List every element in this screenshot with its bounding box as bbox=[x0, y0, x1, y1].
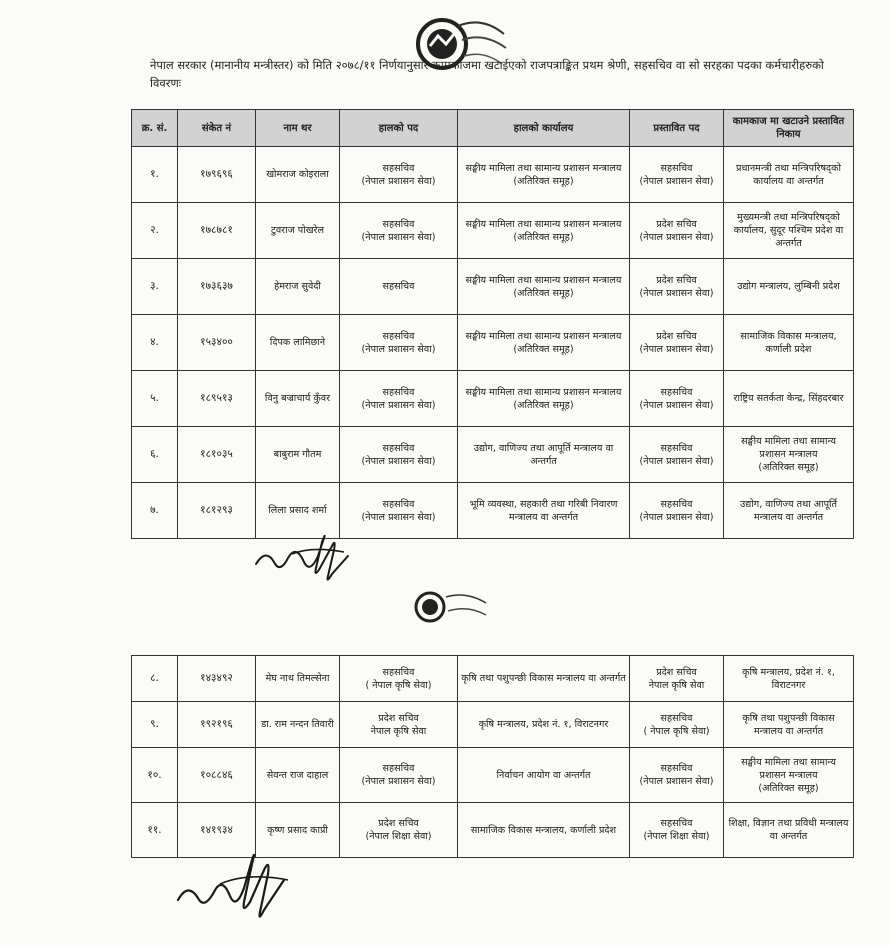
current-post: सहसचिव bbox=[382, 442, 415, 454]
proposed-post-cell bbox=[630, 748, 724, 803]
current-office-note: (अतिरिक्त समूह) bbox=[513, 399, 574, 411]
code-cell bbox=[178, 147, 256, 203]
serial-number: ८. bbox=[150, 672, 159, 684]
employee-name: डा. राम नन्दन तिवारी bbox=[261, 719, 334, 730]
current-service: (नेपाल प्रशासन सेवा) bbox=[361, 511, 436, 523]
code-number: १५३४०० bbox=[200, 336, 233, 348]
current-office-cell bbox=[458, 427, 630, 483]
current-post-cell bbox=[340, 748, 458, 803]
current-service: (नेपाल प्रशासन सेवा) bbox=[361, 343, 436, 355]
current-post: सहसचिव bbox=[382, 498, 415, 510]
proposed-body: सङ्घीय मामिला तथा सामान्य प्रशासन मन्त्रालय bbox=[741, 436, 836, 460]
header-proposed-body: कामकाज मा खटाउने प्रस्तावित निकाय bbox=[724, 110, 854, 147]
current-service: (नेपाल प्रशासन सेवा) bbox=[361, 231, 436, 243]
current-post: सहसचिव bbox=[382, 162, 415, 174]
name-cell bbox=[256, 315, 340, 371]
code-cell bbox=[178, 315, 256, 371]
serial-number: ४. bbox=[150, 336, 159, 348]
proposed-service: (नेपाल प्रशासन सेवा) bbox=[639, 231, 714, 243]
current-office-cell bbox=[458, 147, 630, 203]
current-office: कृषि तथा पशुपन्छी विकास मन्त्रालय वा अन्तर्गत bbox=[461, 673, 626, 684]
table-row bbox=[132, 147, 854, 203]
signature-1 bbox=[252, 528, 362, 594]
current-office: सङ्घीय मामिला तथा सामान्य प्रशासन मन्त्रालय bbox=[465, 162, 622, 174]
employee-name: खोमराज कोइराला bbox=[266, 169, 329, 180]
current-post: सहसचिव bbox=[382, 763, 415, 774]
current-office-note: (अतिरिक्त समूह) bbox=[513, 175, 574, 187]
proposed-post: सहसचिव bbox=[660, 498, 693, 510]
proposed-service: ( नेपाल कृषि सेवा) bbox=[643, 725, 710, 737]
serial-number: ३. bbox=[150, 280, 159, 292]
serial-number: ७. bbox=[150, 504, 159, 516]
officers-table-2 bbox=[131, 655, 854, 858]
current-post-cell bbox=[340, 702, 458, 748]
serial-cell bbox=[132, 315, 178, 371]
proposed-post-cell bbox=[630, 315, 724, 371]
employee-name: हेमराज सुवेदी bbox=[274, 281, 321, 292]
government-seal-bottom bbox=[410, 585, 490, 631]
proposed-body: मुख्यमन्त्री तथा मन्त्रिपरिषद्को कार्यालय, सुदूर पश्चिम प्रदेश वा अन्तर्गत bbox=[733, 212, 844, 249]
current-service: (नेपाल प्रशासन सेवा) bbox=[361, 175, 436, 187]
current-office-cell bbox=[458, 656, 630, 702]
current-office: सङ्घीय मामिला तथा सामान्य प्रशासन मन्त्रालय bbox=[465, 274, 622, 286]
table-row bbox=[132, 748, 854, 803]
code-cell bbox=[178, 371, 256, 427]
current-post: सहसचिव bbox=[382, 218, 415, 230]
code-number: १७९६९६ bbox=[200, 168, 233, 180]
serial-number: १. bbox=[150, 168, 159, 180]
proposed-service: (नेपाल प्रशासन सेवा) bbox=[639, 287, 714, 299]
current-post: प्रदेश सचिव bbox=[378, 712, 419, 724]
serial-cell bbox=[132, 702, 178, 748]
name-cell bbox=[256, 259, 340, 315]
table-row bbox=[132, 259, 854, 315]
serial-cell bbox=[132, 748, 178, 803]
current-service: नेपाल कृषि सेवा bbox=[370, 725, 427, 737]
document-intro: नेपाल सरकार (मानानीय मन्त्रीस्तर) को मिति २०७८/११ निर्णयानुसार कामकाजमा खटाईएको राजपत्राङ्कित प्रथम श्रेणी, सहसचिव वा सो सरहका पदका कर्मचारीहरुको विवरणः bbox=[150, 58, 824, 90]
header-current-post: हालको पद bbox=[340, 110, 458, 147]
code-cell bbox=[178, 702, 256, 748]
proposed-post-cell bbox=[630, 203, 724, 259]
code-cell bbox=[178, 483, 256, 539]
code-number: १९२१९६ bbox=[200, 718, 233, 730]
proposed-post-cell bbox=[630, 803, 724, 858]
current-office: निर्वाचन आयोग वा अन्तर्गत bbox=[496, 769, 591, 781]
current-office: सामाजिक विकास मन्त्रालय, कर्णाली प्रदेश bbox=[470, 824, 617, 836]
current-office-cell bbox=[458, 259, 630, 315]
current-service: (नेपाल प्रशासन सेवा) bbox=[361, 455, 436, 467]
name-cell bbox=[256, 427, 340, 483]
proposed-body: शिक्षा, विज्ञान तथा प्रविधी मन्त्रालय वा अन्तर्गत bbox=[728, 818, 849, 842]
employee-name: कृष्ण प्रसाद काप्री bbox=[267, 824, 328, 836]
current-post: प्रदेश सचिव bbox=[378, 818, 419, 829]
proposed-body: कृषि मन्त्रालय, प्रदेश नं. १, विराटनगर bbox=[742, 666, 835, 691]
table-row bbox=[132, 427, 854, 483]
proposed-post-cell bbox=[630, 702, 724, 748]
proposed-post: सहसचिव bbox=[660, 442, 693, 454]
header-code: संकेत नं bbox=[178, 110, 256, 147]
current-post-cell bbox=[340, 656, 458, 702]
code-number: १८९५१३ bbox=[200, 392, 233, 404]
name-cell bbox=[256, 748, 340, 803]
employee-name: टुवराज पोखरेल bbox=[271, 225, 324, 236]
proposed-body: सङ्घीय मामिला तथा सामान्य प्रशासन मन्त्रालय bbox=[741, 756, 836, 781]
name-cell bbox=[256, 656, 340, 702]
code-number: १०८८४६ bbox=[200, 768, 233, 781]
current-office: भूमि व्यवस्था, सहकारी तथा गरिबी निवारण मन्त्रालय वा अन्तर्गत bbox=[469, 498, 618, 523]
proposed-service: (नेपाल प्रशासन सेवा) bbox=[639, 511, 714, 523]
serial-cell bbox=[132, 483, 178, 539]
header-name: नाम थर bbox=[256, 110, 340, 147]
proposed-service: (नेपाल प्रशासन सेवा) bbox=[639, 399, 714, 411]
current-office-cell bbox=[458, 371, 630, 427]
table-row bbox=[132, 315, 854, 371]
proposed-body: सामाजिक विकास मन्त्रालय, कर्णाली प्रदेश bbox=[740, 330, 837, 355]
current-post: सहसचिव bbox=[382, 666, 415, 678]
serial-cell bbox=[132, 259, 178, 315]
current-service: (नेपाल प्रशासन सेवा) bbox=[361, 399, 436, 411]
current-service: (नेपाल शिक्षा सेवा) bbox=[365, 831, 432, 842]
proposed-service: (नेपाल प्रशासन सेवा) bbox=[639, 455, 714, 467]
table-row bbox=[132, 371, 854, 427]
proposed-post: प्रदेश सचिव bbox=[656, 274, 697, 286]
table-row bbox=[132, 702, 854, 748]
proposed-post: प्रदेश सचिव bbox=[656, 218, 697, 230]
name-cell bbox=[256, 203, 340, 259]
current-office: सङ्घीय मामिला तथा सामान्य प्रशासन मन्त्रालय bbox=[465, 218, 622, 230]
current-office-cell bbox=[458, 748, 630, 803]
proposed-post: सहसचिव bbox=[660, 818, 693, 829]
current-service: (नेपाल प्रशासन सेवा) bbox=[361, 776, 436, 787]
serial-number: १०. bbox=[147, 768, 162, 781]
employee-name: दिपक लामिछाने bbox=[269, 337, 326, 348]
code-cell bbox=[178, 259, 256, 315]
proposed-body-cell bbox=[724, 371, 854, 427]
current-post-cell bbox=[340, 803, 458, 858]
current-service: ( नेपाल कृषि सेवा) bbox=[365, 679, 432, 691]
proposed-body-cell bbox=[724, 483, 854, 539]
current-post-cell bbox=[340, 259, 458, 315]
proposed-post: सहसचिव bbox=[660, 712, 693, 724]
serial-number: ६. bbox=[150, 448, 159, 460]
serial-number: ९. bbox=[150, 718, 159, 730]
code-cell bbox=[178, 656, 256, 702]
proposed-post-cell bbox=[630, 483, 724, 539]
officers-table-1 bbox=[131, 109, 854, 539]
current-office-cell bbox=[458, 702, 630, 748]
code-number: १७३६३७ bbox=[200, 280, 233, 292]
proposed-body-note: (अतिरिक्त समूह) bbox=[758, 782, 819, 794]
proposed-post-cell bbox=[630, 259, 724, 315]
current-post: सहसचिव bbox=[382, 330, 415, 342]
current-office-cell bbox=[458, 803, 630, 858]
proposed-body: उद्योग, वाणिज्य तथा आपूर्ति मन्त्रालय वा अन्तर्गत bbox=[740, 498, 837, 523]
table-header-row bbox=[132, 110, 854, 147]
proposed-body-cell bbox=[724, 259, 854, 315]
serial-cell bbox=[132, 203, 178, 259]
proposed-post: प्रदेश सचिव bbox=[656, 666, 697, 678]
current-office: उद्योग, वाणिज्य तथा आपूर्ति मन्त्रालय वा अन्तर्गत bbox=[473, 442, 614, 467]
proposed-body-cell bbox=[724, 315, 854, 371]
serial-cell bbox=[132, 427, 178, 483]
current-office-cell bbox=[458, 315, 630, 371]
code-cell bbox=[178, 203, 256, 259]
proposed-body-cell bbox=[724, 702, 854, 748]
current-post: सहसचिव bbox=[382, 281, 415, 292]
proposed-service: (नेपाल शिक्षा सेवा) bbox=[643, 831, 710, 842]
current-office: सङ्घीय मामिला तथा सामान्य प्रशासन मन्त्रालय bbox=[465, 386, 622, 398]
proposed-body-cell bbox=[724, 748, 854, 803]
serial-number: ५. bbox=[150, 392, 159, 404]
table-row bbox=[132, 483, 854, 539]
proposed-post: प्रदेश सचिव bbox=[656, 330, 697, 342]
employee-name: लिला प्रसाद शर्मा bbox=[268, 505, 327, 516]
proposed-post: सहसचिव bbox=[660, 162, 693, 174]
current-office-cell bbox=[458, 483, 630, 539]
proposed-body-cell bbox=[724, 656, 854, 702]
header-proposed-post: प्रस्तावित पद bbox=[630, 110, 724, 147]
proposed-body-cell bbox=[724, 427, 854, 483]
current-post-cell bbox=[340, 427, 458, 483]
serial-cell bbox=[132, 371, 178, 427]
code-number: १८१२९३ bbox=[200, 504, 233, 516]
name-cell bbox=[256, 371, 340, 427]
signature-2 bbox=[172, 840, 302, 932]
current-office-note: (अतिरिक्त समूह) bbox=[513, 231, 574, 243]
current-office: कृषि मन्त्रालय, प्रदेश नं. १, विराटनगर bbox=[478, 719, 609, 730]
table-row bbox=[132, 203, 854, 259]
proposed-body: कृषि तथा पशुपन्छी विकास मन्त्रालय वा अन्तर्गत bbox=[742, 712, 835, 737]
proposed-post: सहसचिव bbox=[660, 763, 693, 774]
proposed-service: (नेपाल प्रशासन सेवा) bbox=[639, 343, 714, 355]
header-serial: क्र. सं. bbox=[132, 110, 178, 147]
proposed-post-cell bbox=[630, 427, 724, 483]
proposed-service: (नेपाल प्रशासन सेवा) bbox=[639, 776, 714, 787]
proposed-body: प्रधानमन्त्री तथा मन्त्रिपरिषद्को कार्यालय वा अन्तर्गत bbox=[736, 162, 841, 187]
serial-cell bbox=[132, 656, 178, 702]
proposed-service: नेपाल कृषि सेवा bbox=[648, 679, 705, 691]
proposed-service: (नेपाल प्रशासन सेवा) bbox=[639, 175, 714, 187]
code-number: १४१९३४ bbox=[200, 823, 233, 836]
code-number: १७८७८१ bbox=[200, 224, 233, 236]
proposed-body-cell bbox=[724, 803, 854, 858]
current-post-cell bbox=[340, 203, 458, 259]
proposed-body-cell bbox=[724, 203, 854, 259]
proposed-body: राष्ट्रिय सतर्कता केन्द्र, सिंहदरबार bbox=[733, 393, 844, 404]
employee-name: बाबुराम गौतम bbox=[273, 449, 322, 460]
proposed-body-note: (अतिरिक्त समूह) bbox=[758, 462, 819, 473]
serial-cell bbox=[132, 147, 178, 203]
current-office-note: (अतिरिक्त समूह) bbox=[513, 343, 574, 355]
code-number: १४३४९२ bbox=[200, 672, 233, 684]
current-post-cell bbox=[340, 147, 458, 203]
proposed-post-cell bbox=[630, 371, 724, 427]
current-post: सहसचिव bbox=[382, 386, 415, 398]
serial-cell bbox=[132, 803, 178, 858]
proposed-body-cell bbox=[724, 147, 854, 203]
name-cell bbox=[256, 702, 340, 748]
proposed-post-cell bbox=[630, 147, 724, 203]
employee-name: सेवन्त राज दाहाल bbox=[266, 769, 329, 781]
current-office-cell bbox=[458, 203, 630, 259]
serial-number: २. bbox=[150, 224, 159, 236]
current-office-note: (अतिरिक्त समूह) bbox=[513, 287, 574, 299]
current-office: सङ्घीय मामिला तथा सामान्य प्रशासन मन्त्रालय bbox=[465, 330, 622, 342]
name-cell bbox=[256, 147, 340, 203]
employee-name: मेघ नाथ तिमल्सेना bbox=[265, 673, 330, 684]
code-number: १८१०३५ bbox=[200, 448, 233, 460]
code-cell bbox=[178, 427, 256, 483]
table-row bbox=[132, 656, 854, 702]
proposed-post: सहसचिव bbox=[660, 386, 693, 398]
header-current-office: हालको कार्यालय bbox=[458, 110, 630, 147]
serial-number: ११. bbox=[147, 823, 162, 836]
current-post-cell bbox=[340, 371, 458, 427]
employee-name: विनु बज्राचार्य कुँवर bbox=[264, 393, 331, 404]
proposed-body: उद्योग मन्त्रालय, लुम्बिनी प्रदेश bbox=[737, 281, 840, 292]
proposed-post-cell bbox=[630, 656, 724, 702]
code-cell bbox=[178, 748, 256, 803]
current-post-cell bbox=[340, 315, 458, 371]
